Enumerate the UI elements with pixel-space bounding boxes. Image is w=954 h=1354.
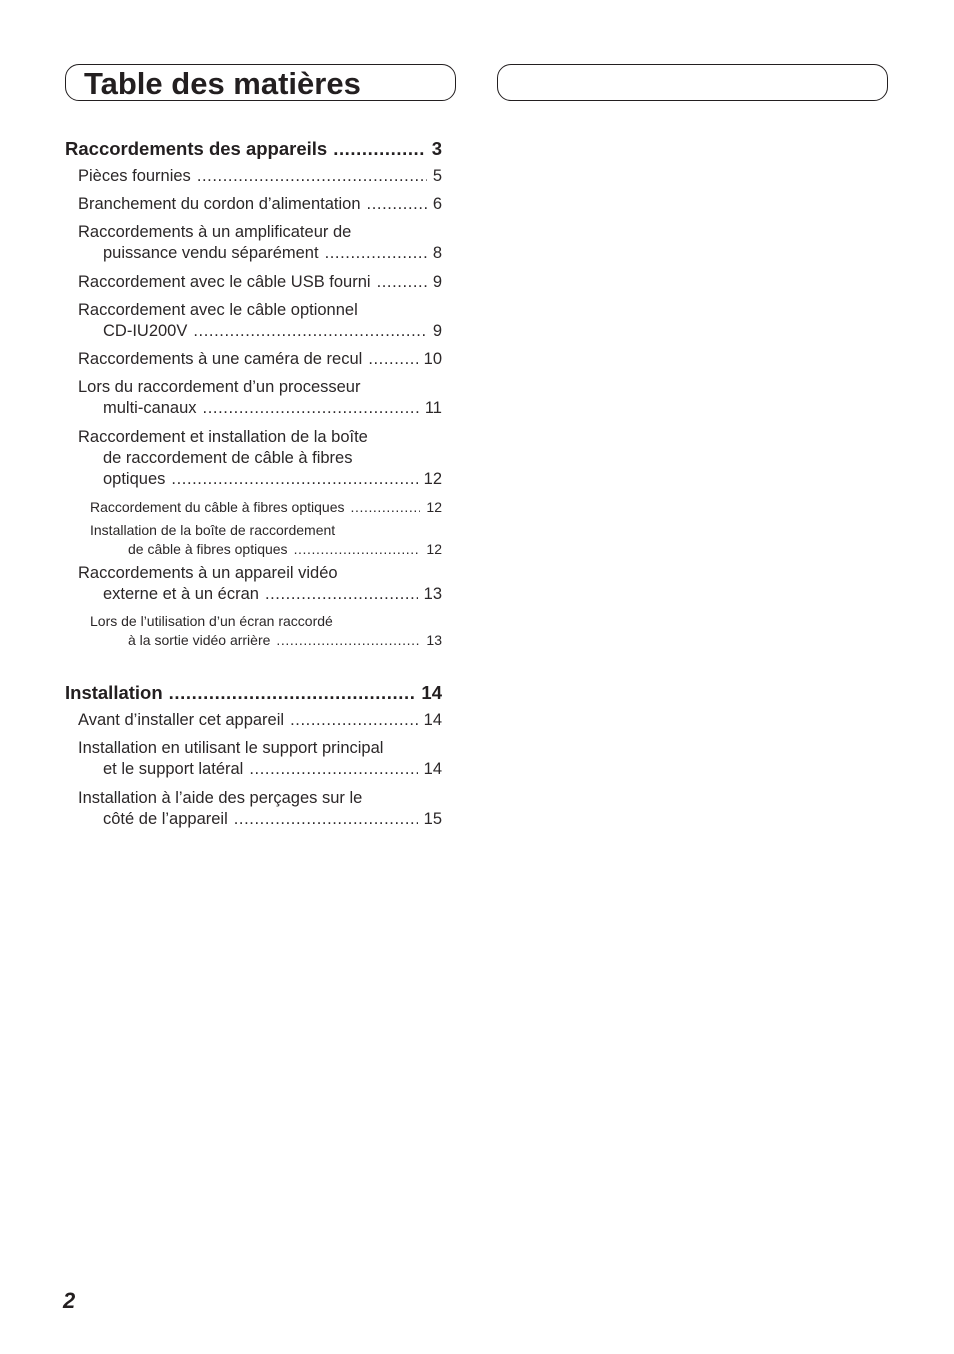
toc-entry-label: Raccordement du câble à fibres optiques: [90, 499, 345, 515]
toc-subentry[interactable]: [90, 521, 442, 559]
toc-entry[interactable]: [78, 300, 442, 342]
toc-entry[interactable]: [78, 563, 442, 605]
toc-entry-label: Lors de l’utilisation d’un écran raccordé: [90, 613, 333, 629]
toc-entry-label: Raccordements à une caméra de recul: [78, 350, 363, 368]
toc-entry-label: Pièces fournies: [78, 167, 191, 185]
leader-dots: [171, 469, 417, 490]
leader-dots: [368, 349, 417, 370]
toc-entry-label-continued: puissance vendu séparément: [103, 244, 319, 262]
leader-dots: [325, 243, 427, 264]
toc-page-number: 12: [423, 470, 442, 488]
toc-entry-label: Installation de la boîte de raccordement: [90, 522, 336, 538]
toc-entry[interactable]: [78, 788, 442, 830]
toc-entry-label-continued: de câble à fibres optiques: [128, 541, 288, 557]
page-number: 2: [63, 1288, 76, 1313]
toc-page-number: 13: [423, 585, 442, 603]
toc-entry-label-continued: de raccordement de câble à fibres: [103, 449, 353, 467]
toc-entry[interactable]: [78, 427, 442, 490]
toc-page-number: 14: [421, 682, 442, 703]
toc-entry-label-continued: à la sortie vidéo arrière: [128, 632, 271, 648]
toc-page-number: 10: [423, 350, 442, 368]
page-title: Table des matières: [84, 66, 361, 101]
toc-entry[interactable]: [78, 272, 442, 293]
toc-entry-label: Raccordement avec le câble optionnel: [78, 301, 358, 319]
toc-section-title: Raccordements des appareils: [65, 138, 328, 159]
leader-dots: [249, 759, 417, 780]
leader-dots: [333, 138, 426, 160]
leader-dots: [290, 710, 418, 731]
toc-entry-label: Branchement du cordon d’alimentation: [78, 195, 361, 213]
leader-dots: [169, 682, 416, 704]
leader-dots: [197, 166, 427, 187]
toc-section-title: Installation: [65, 682, 163, 703]
toc-page-number: 3: [431, 138, 442, 159]
title-frame: [65, 64, 456, 101]
leader-dots: [294, 540, 421, 559]
toc-page-number: 12: [426, 499, 442, 515]
toc-entry-label-continued: externe et à un écran: [103, 585, 259, 603]
toc-entry-label-continued: multi-canaux: [103, 399, 197, 417]
empty-title-frame: [497, 64, 888, 101]
leader-dots: [276, 631, 420, 650]
toc-entry[interactable]: [78, 710, 442, 731]
toc-entry-label-continued: optiques: [103, 470, 166, 488]
leader-dots: [350, 498, 420, 517]
toc-page-number: 11: [424, 399, 442, 417]
toc-section-raccordements[interactable]: [65, 138, 442, 160]
toc-entry-label-continued: côté de l’appareil: [103, 810, 228, 828]
toc-entry-label: Raccordement et installation de la boîte: [78, 428, 368, 446]
toc-entry[interactable]: [78, 349, 442, 370]
leader-dots: [203, 398, 419, 419]
toc-page-number: 12: [426, 541, 442, 557]
toc-page-number: 13: [426, 632, 442, 648]
toc-entry-label: Raccordements à un appareil vidéo: [78, 564, 338, 582]
toc-entry[interactable]: [78, 194, 442, 215]
toc-entry-label-continued: et le support latéral: [103, 760, 244, 778]
toc-entry-label: Lors du raccordement d’un processeur: [78, 378, 361, 396]
toc-subentry[interactable]: [90, 498, 442, 517]
toc-entry[interactable]: [78, 166, 442, 187]
toc-page-number: 5: [432, 167, 442, 185]
toc-subentry[interactable]: [90, 612, 442, 650]
leader-dots: [193, 321, 426, 342]
toc-page-number: 6: [432, 195, 442, 213]
toc-entry[interactable]: [78, 377, 442, 419]
toc-entry[interactable]: [78, 222, 442, 264]
leader-dots: [377, 272, 427, 293]
toc-page-number: 9: [432, 273, 442, 291]
toc-entry-label: Raccordements à un amplificateur de: [78, 223, 352, 241]
toc-entry[interactable]: [78, 738, 442, 780]
leader-dots: [367, 194, 427, 215]
leader-dots: [234, 809, 418, 830]
toc-entry-label: Avant d’installer cet appareil: [78, 711, 285, 729]
toc-page-number: 14: [423, 711, 442, 729]
toc-entry-label: Raccordement avec le câble USB fourni: [78, 273, 371, 291]
toc-entry-label-continued: CD-IU200V: [103, 322, 188, 340]
leader-dots: [265, 584, 418, 605]
toc-section-installation[interactable]: [65, 682, 442, 704]
toc-page-number: 15: [423, 810, 442, 828]
toc-page-number: 8: [432, 244, 442, 262]
toc-entry-label: Installation à l’aide des perçages sur le: [78, 789, 363, 807]
toc-page-number: 9: [432, 322, 442, 340]
toc-entry-label: Installation en utilisant le support principal: [78, 739, 384, 757]
toc-page-number: 14: [423, 760, 442, 778]
